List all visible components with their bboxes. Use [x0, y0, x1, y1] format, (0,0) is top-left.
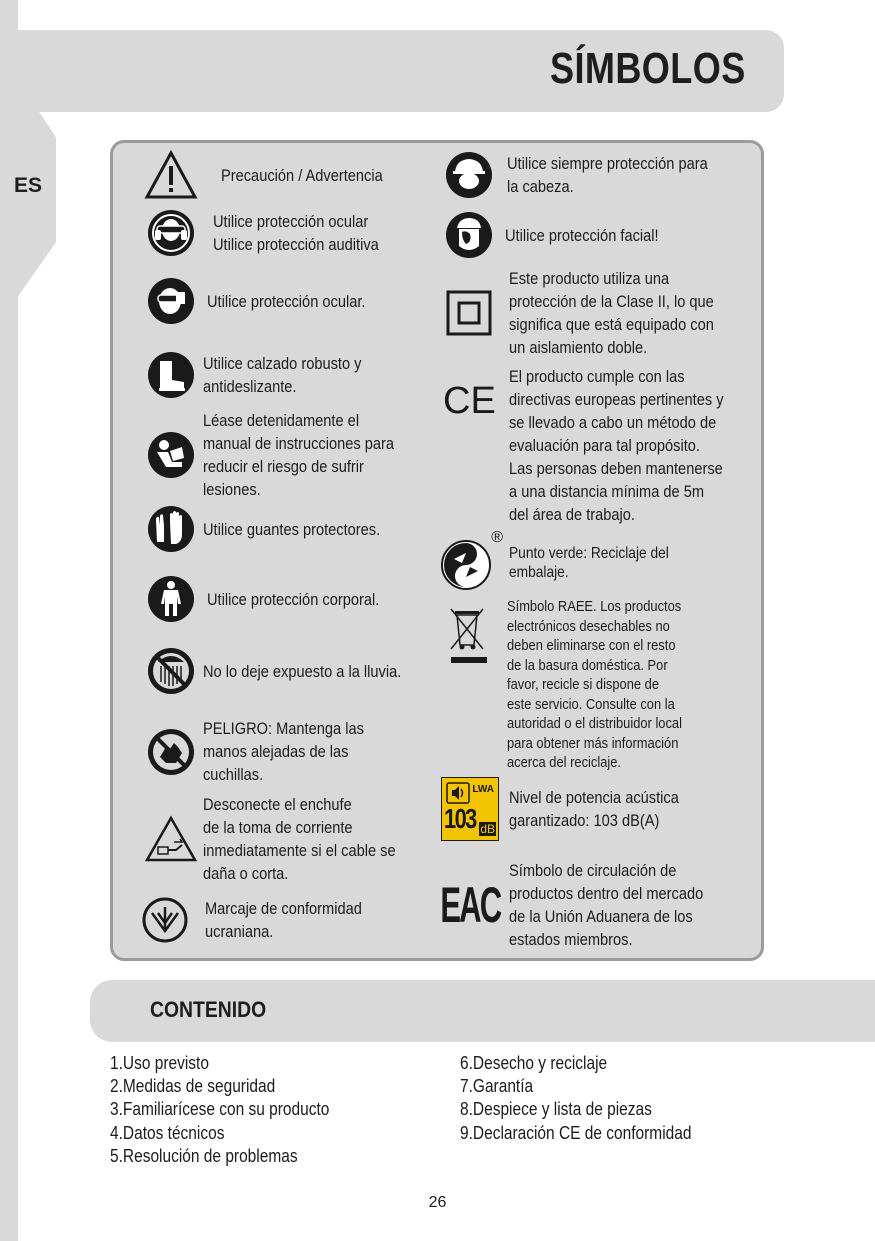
- toc-item[interactable]: 3.Familiarícese con su producto: [110, 1099, 330, 1120]
- noise-value: 103: [444, 803, 476, 834]
- page-title: SÍMBOLOS: [550, 44, 746, 93]
- symbol-gloves: [143, 501, 409, 557]
- contents-list-left: [110, 1052, 329, 1168]
- symbol-eye-text: Utilice protección ocular.: [207, 291, 366, 311]
- contents-title: CONTENIDO: [150, 997, 267, 1022]
- green-dot-icon: [437, 529, 503, 591]
- safety-boots-icon: [143, 347, 199, 403]
- noise-unit: dB: [480, 822, 495, 836]
- page-header: [18, 30, 784, 112]
- symbol-face-text: Utilice protección facial!: [505, 225, 659, 245]
- registered-mark: ®: [491, 529, 503, 546]
- symbol-head-text: Utilice siempre protección para la cabeza.: [507, 154, 708, 196]
- symbol-eye: [143, 273, 391, 329]
- ce-mark-text: CE: [443, 380, 496, 419]
- toc-item[interactable]: 2.Medidas de seguridad: [110, 1076, 276, 1097]
- symbol-green-dot: [437, 529, 761, 591]
- eye-ear-protection-icon: [143, 205, 199, 261]
- symbol-body-text: Utilice protección corporal.: [207, 589, 380, 609]
- contents-header: [90, 980, 875, 1042]
- toc-item[interactable]: 1.Uso previsto: [110, 1053, 209, 1073]
- symbol-ce: [441, 365, 758, 526]
- symbol-boots: [143, 347, 387, 403]
- eac-mark-text: EAC: [440, 877, 500, 933]
- keep-hands-away-icon: [143, 724, 199, 780]
- symbol-class2: [441, 267, 747, 359]
- no-rain-icon: [143, 643, 199, 699]
- ce-mark-icon: [441, 371, 497, 427]
- symbol-ce-text: El producto cumple con las directivas europeas pertinentes y se llevado a cabo un método de evaluación para tal propósito. Las personas deben mantenerse a una distancia mínima de 5m del área de trabajo.: [509, 367, 724, 524]
- unplug-warning-icon: [143, 811, 199, 867]
- toc-item[interactable]: 9.Declaración CE de conformidad: [460, 1122, 692, 1143]
- symbol-face: [441, 207, 684, 263]
- head-protection-icon: [441, 147, 497, 203]
- page-number: 26: [428, 1194, 447, 1211]
- symbol-class2-text: Este producto utiliza una protección de la Clase II, lo que significa que está equipado con un aislamiento doble.: [509, 269, 714, 357]
- class-ii-double-insulation-icon: [441, 285, 497, 341]
- language-tab: [0, 112, 56, 322]
- toc-item[interactable]: 5.Resolución de problemas: [110, 1145, 298, 1166]
- symbol-rain-text: No lo deje expuesto a la lluvia.: [203, 661, 402, 681]
- symbol-ukraine-text: Marcaje de conformidad ucraniana.: [205, 899, 362, 941]
- symbol-ukraine: [137, 892, 387, 948]
- symbol-manual-text: Léase detenidamente el manual de instrucciones para reducir el riesgo de sufrir lesiones.: [203, 411, 394, 499]
- symbol-eye-ear-text: Utilice protección ocular Utilice protección auditiva: [213, 212, 379, 254]
- symbol-body: [143, 571, 407, 627]
- toc-item[interactable]: 4.Datos técnicos: [110, 1122, 225, 1143]
- sound-power-label-icon: [441, 777, 499, 841]
- symbol-unplug-text: Desconecte el enchufe de la toma de corriente inmediatamente si el cable se daña o corta.: [203, 795, 396, 883]
- symbol-hands: [143, 717, 390, 786]
- symbols-panel: [110, 140, 764, 961]
- noise-lwa: LWA: [472, 784, 494, 795]
- language-label: ES: [14, 174, 43, 197]
- symbol-noise: [441, 777, 707, 841]
- toc-item[interactable]: 8.Despiece y lista de piezas: [460, 1099, 652, 1120]
- symbol-manual: [143, 409, 425, 501]
- eye-protection-icon: [143, 273, 199, 329]
- toc-item[interactable]: 6.Desecho y reciclaje: [460, 1053, 608, 1073]
- toc-item[interactable]: 7.Garantía: [460, 1076, 534, 1097]
- read-manual-icon: [143, 427, 199, 483]
- symbol-hands-text: PELIGRO: Mantenga las manos alejadas de las cuchillas.: [203, 719, 364, 784]
- ukraine-conformity-icon: [137, 892, 193, 948]
- symbol-green-dot-text: Punto verde: Reciclaje del embalaje.: [509, 544, 669, 581]
- contents-list-right: [460, 1052, 691, 1145]
- symbol-eye-ear: [143, 205, 406, 261]
- symbol-unplug: [143, 793, 427, 885]
- weee-bin-icon: [441, 601, 497, 671]
- symbol-gloves-text: Utilice guantes protectores.: [203, 519, 381, 539]
- symbol-weee-text: Símbolo RAEE. Los productos electrónicos desechables no deben eliminarse con el resto de la basura doméstica. Por favor, recicle si dispone de este servicio. Consulte con la autoridad o el distribuidor local para obtener más información acerca del reciclaje.: [507, 598, 682, 771]
- symbol-eac-text: Símbolo de circulación de productos dentro del mercado de la Unión Aduanera de los estados miembros.: [509, 861, 704, 949]
- gloves-icon: [143, 501, 199, 557]
- symbol-head: [441, 147, 740, 203]
- symbol-noise-text: Nivel de potencia acústica garantizado: 103 dB(A): [509, 788, 679, 830]
- symbol-caution-text: Precaución / Advertencia: [221, 165, 383, 185]
- symbol-eac: [441, 859, 735, 951]
- face-protection-icon: [441, 207, 497, 263]
- symbol-caution: [143, 147, 409, 203]
- symbol-boots-text: Utilice calzado robusto y antideslizante.: [203, 354, 362, 396]
- eac-mark-icon: [441, 877, 499, 933]
- symbol-rain: [143, 643, 434, 699]
- warning-triangle-icon: [143, 147, 199, 203]
- symbol-weee: [441, 597, 710, 773]
- body-protection-icon: [143, 571, 199, 627]
